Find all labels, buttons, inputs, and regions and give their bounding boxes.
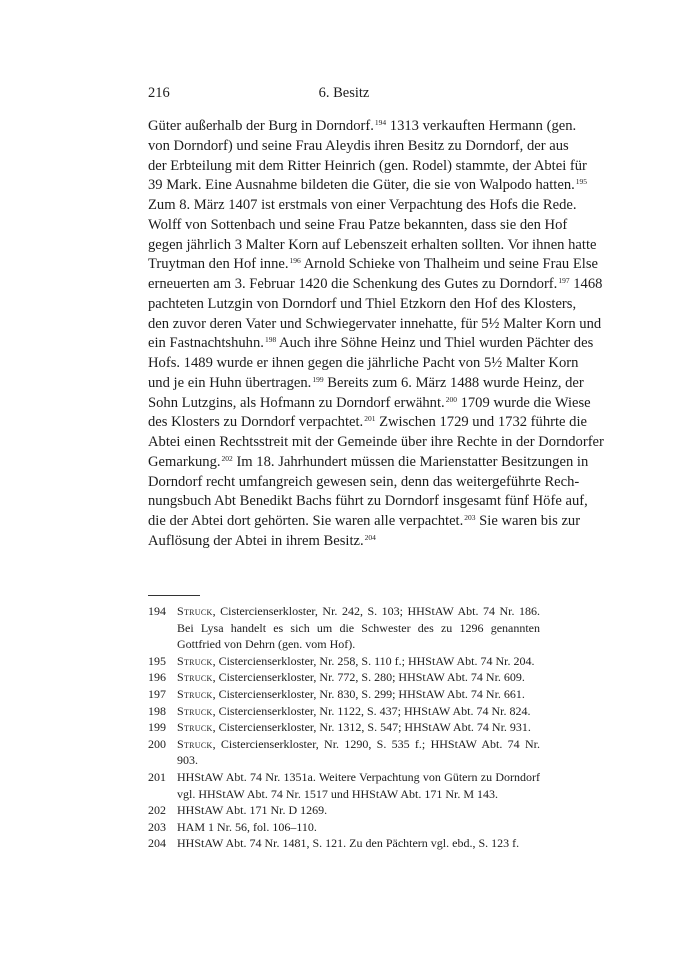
- body-text: [148, 117, 604, 552]
- footnote-text: , Cistercienserkloster, Nr. 1290, S. 535 f.; HHStAW Abt. 74 Nr. 903.: [177, 736, 540, 768]
- text-line: Truytman den Hof inne.$^{196}$ Arnold Schieke von Thalheim und seine Frau Else: [148, 256, 599, 273]
- footnote-ref[interactable]: 202: [221, 453, 233, 463]
- footnote-ref[interactable]: 197: [558, 276, 570, 285]
- footnote-number: 203: [148, 819, 166, 834]
- footnote-ref[interactable]: 204: [364, 532, 376, 542]
- footnote-ref[interactable]: 198: [264, 335, 277, 345]
- text-line: des Klosters zu Dorndorf verpachtet.$^{201}$ Zwischen 1729 und 1732 führte die: [148, 414, 588, 431]
- footnote-number: 204: [148, 836, 166, 851]
- footnote-ref[interactable]: 195: [575, 177, 588, 187]
- footnote-author: Struck: [177, 604, 213, 618]
- footnote-item: [148, 719, 540, 736]
- text-line: ein Fastnachtshuhn.$^{198}$ Auch ihre Söhne Heinz und Thiel wurden Pächter des: [148, 335, 594, 352]
- footnote-item: [148, 835, 540, 852]
- text-line: Wolff von Sottenbach und seine Frau Patze bekannten, dass sie den Hof: [148, 216, 568, 233]
- footnote-number: 195: [148, 653, 166, 668]
- footnote-number: 200: [148, 736, 166, 751]
- footnote-text: , Cistercienserkloster, Nr. 258, S. 110 f.; HHStAW Abt. 74 Nr. 204.: [212, 653, 535, 668]
- text-line: die der Abtei dort gehörten. Sie waren alle verpachtet.$^{203}$ Sie waren bis zur: [148, 513, 581, 529]
- text-line: der Erbteilung mit dem Ritter Heinrich (gen. Rodel) stammte, der Abtei für: [148, 157, 587, 174]
- text-line: pachteten Lutzgin von Dorndorf und Thiel Etzkorn den Hof des Klosters,: [148, 295, 577, 312]
- footnote-text: HHStAW Abt. 74 Nr. 1481, S. 121. Zu den Pächtern vgl. ebd., S. 123 f.: [177, 836, 520, 851]
- text-line: Gemarkung.$^{202}$ Im 18. Jahrhundert müssen die Marienstatter Besitzungen in: [148, 453, 589, 470]
- footnote-number: 199: [148, 720, 166, 735]
- footnote-number: 197: [148, 686, 166, 701]
- footnote-author: Struck: [177, 686, 213, 701]
- footnote-text: , Cistercienserkloster, Nr. 772, S. 280; HHStAW Abt. 74 Nr. 609.: [212, 670, 525, 685]
- footnote-author: Struck: [177, 653, 213, 668]
- text-line: 39 Mark. Eine Ausnahme bildeten die Güter, die sie von Walpodo hatten.$^{195}$: [148, 177, 588, 194]
- footnotes: [148, 603, 540, 852]
- footnote-item: [148, 703, 540, 720]
- footnote-text: , Cistercienserkloster, Nr. 830, S. 299; HHStAW Abt. 74 Nr. 661.: [212, 686, 525, 701]
- footnote-item: [148, 769, 540, 802]
- footnote-item: [148, 736, 540, 769]
- footnote-item: [148, 802, 540, 819]
- footnote-ref[interactable]: 203: [464, 513, 476, 522]
- footnote-item: [148, 819, 540, 836]
- footnote-text: HHStAW Abt. 74 Nr. 1351a. Weitere Verpachtung von Gütern zu Dorndorf vgl. HHStAW Abt. 74 Nr. 1517 und HHStAW Abt. 171 Nr. M 143.: [177, 769, 540, 801]
- text-line: Auflösung der Abtei in ihrem Besitz.$^{204}$: [148, 532, 376, 549]
- footnote-text: , Cistercienserkloster, Nr. 1122, S. 437; HHStAW Abt. 74 Nr. 824.: [212, 703, 531, 718]
- footnote-author: Struck: [177, 703, 213, 718]
- page-number: 216: [148, 85, 170, 101]
- footnote-text: HAM 1 Nr. 56, fol. 106–110.: [177, 819, 317, 834]
- text-line: erneuerten am 3. Februar 1420 die Schenkung des Gutes zu Dorndorf.$^{197}$ 1468: [148, 276, 603, 292]
- text-line: Hofs. 1489 wurde er ihnen gegen die jährliche Pacht von 5½ Malter Korn: [148, 355, 579, 371]
- footnote-ref[interactable]: 201: [364, 414, 376, 424]
- footnote-number: 202: [148, 803, 166, 818]
- footnote-text: , Cistercienserkloster, Nr. 242, S. 103; HHStAW Abt. 74 Nr. 186. Bei Lysa handelt es sich um die Schwester des zu 1296 genannten Gottfried von Dehrn (gen. vom Hof).: [177, 604, 540, 652]
- footnote-author: Struck: [177, 720, 213, 735]
- footnote-text: , Cistercienserkloster, Nr. 1312, S. 547; HHStAW Abt. 74 Nr. 931.: [212, 720, 531, 735]
- footnote-item: [148, 603, 540, 653]
- text-line: den zuvor deren Vater und Schwiegervater innehatte, für 5½ Malter Korn und: [148, 315, 602, 332]
- text-line: gegen jährlich 3 Malter Korn auf Lebenszeit erhalten sollten. Vor ihnen hatte: [148, 236, 597, 253]
- footnote-text: HHStAW Abt. 171 Nr. D 1269.: [177, 803, 328, 818]
- text-line: Sohn Lutzgins, als Hofmann zu Dorndorf erwähnt.$^{200}$ 1709 wurde die Wiese: [148, 394, 591, 411]
- text-line: von Dorndorf) und seine Frau Aleydis ihren Besitz zu Dorndorf, der aus: [148, 137, 569, 154]
- footnote-ref[interactable]: 194: [374, 118, 387, 127]
- footnote-number: 198: [148, 703, 166, 718]
- text-line: Abtei einen Rechtsstreit mit der Gemeinde über ihre Rechte in der Dorndorfer: [148, 434, 604, 450]
- text-line: nungsbuch Abt Benedikt Bachs führt zu Dorndorf insgesamt fünf Höfe auf,: [148, 493, 588, 510]
- footnote-ref[interactable]: 196: [289, 256, 301, 266]
- footnote-author: Struck: [177, 736, 213, 751]
- footnote-item: [148, 686, 540, 703]
- footnote-author: Struck: [177, 670, 213, 685]
- footnote-divider: [148, 595, 200, 596]
- footnote-number: 194: [148, 604, 166, 618]
- footnote-number: 196: [148, 670, 166, 685]
- page-header: [148, 85, 540, 105]
- text-line: Güter außerhalb der Burg in Dorndorf.$^{194}$ 1313 verkauften Hermann (gen.: [148, 118, 577, 134]
- text-line: Zum 8. März 1407 ist erstmals von einer Verpachtung des Hofs die Rede.: [148, 197, 577, 213]
- footnote-item: [148, 669, 540, 686]
- text-line: Dorndorf recht umfangreich gewesen sein, denn das weitergeführte Rech-: [148, 473, 580, 490]
- footnote-ref[interactable]: 199: [312, 374, 324, 384]
- footnote-number: 201: [148, 769, 166, 784]
- footnote-item: [148, 653, 540, 670]
- footnote-ref[interactable]: 200: [445, 394, 457, 404]
- text-line: und je ein Huhn übertragen.$^{199}$ Bereits zum 6. März 1488 wurde Heinz, der: [148, 374, 584, 391]
- running-head: 6. Besitz: [318, 85, 370, 101]
